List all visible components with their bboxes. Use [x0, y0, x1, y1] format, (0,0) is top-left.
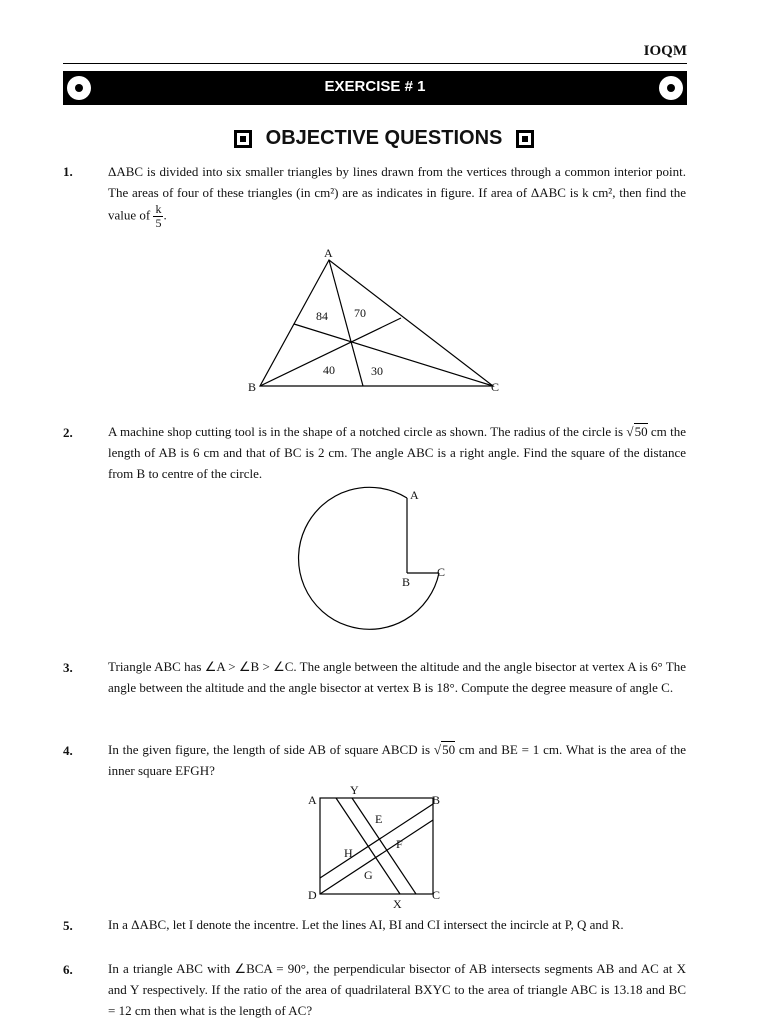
- question-1-text: ΔABC is divided into six smaller triangles by lines drawn from the vertices through a common interior point. The areas of four of these triangles (in cm²) are as indicates in figure. If area of ΔABC is k cm², then find the value of $\frac{k}{5}$ .: [108, 164, 686, 230]
- sqrt-value: 50: [634, 424, 648, 439]
- point-g-label: G: [364, 868, 373, 882]
- square-bullet-icon: [516, 130, 534, 148]
- point-y-label: Y: [350, 783, 359, 797]
- question-4-figure: [300, 780, 460, 910]
- point-f-label: F: [396, 837, 403, 851]
- question-number: 4.: [63, 743, 73, 758]
- question-number: 5.: [63, 918, 73, 933]
- question-1-figure: [240, 245, 520, 400]
- vertex-a-label: A: [324, 246, 333, 260]
- point-d-label: D: [308, 888, 317, 902]
- question-number: 1.: [63, 164, 73, 179]
- question-number: 6.: [63, 962, 73, 977]
- question-3-text: Triangle ABC has ∠A > ∠B > ∠C. The angle between the altitude and the angle bisector at vertex A is 6° The angle between the altitude and the angle bisector at vertex B is 18°. Compute the degree measure of angle C.: [108, 659, 686, 695]
- vertex-c-label: C: [491, 380, 500, 394]
- point-a-label: A: [410, 488, 419, 502]
- question-2-text: A machine shop cutting tool is in the shape of a notched circle as shown. The radius of the circle is √50 cm the length of AB is 6 cm and that of BC is 2 cm. The angle ABC is a right angle. Find the square of the distance from B to centre of the circle.: [108, 424, 687, 481]
- point-b-label: B: [402, 575, 411, 589]
- exercise-title: EXERCISE # 1: [324, 78, 426, 95]
- area-label: 70: [354, 306, 366, 320]
- question-5-text: In a ΔABC, let I denote the incentre. Let the lines AI, BI and CI intersect the incircle at P, Q and R.: [108, 917, 624, 932]
- point-e-label: E: [375, 812, 383, 826]
- question-number: 2.: [63, 425, 73, 440]
- point-c-label: C: [437, 565, 446, 579]
- question-4-text: In the given figure, the length of side AB of square ABCD is √50 cm and BE = 1 cm. What is the area of the inner square EFGH?: [108, 742, 687, 778]
- header-rule: [63, 63, 687, 64]
- area-label: 30: [371, 364, 383, 378]
- question-2-figure: [295, 485, 455, 635]
- vertex-b-label: B: [248, 380, 257, 394]
- point-x-label: X: [393, 897, 402, 910]
- section-title: OBJECTIVE QUESTIONS: [265, 127, 503, 149]
- point-c-label: C: [432, 888, 441, 902]
- header-tag: IOQM: [643, 43, 687, 59]
- sqrt-value: 50: [442, 742, 456, 757]
- question-6-text: In a triangle ABC with ∠BCA = 90°, the perpendicular bisector of AB intersects segments AB and AC at X and Y respectively. If the ratio of the area of quadrilateral BXYC to the area of triangle ABC is 13.18 and BC = 12 cm then what is the length of AC?: [108, 961, 686, 1018]
- area-label: 40: [323, 363, 335, 377]
- section-heading: [0, 127, 768, 150]
- point-b-label: B: [432, 793, 441, 807]
- square-bullet-icon: [234, 130, 252, 148]
- exercise-banner: [63, 71, 687, 105]
- question-1-body: ΔABC is divided into six smaller triangles by lines drawn from the vertices through a common interior point. The areas of four of these triangles (in cm²) are as indicates in figure. If area of ΔABC is k cm², then find the value of: [108, 164, 686, 223]
- notched-circle: [299, 487, 439, 629]
- banner-right-bullet-icon: [659, 76, 683, 100]
- point-h-label: H: [344, 846, 353, 860]
- area-label: 84: [316, 309, 328, 323]
- fraction: $\frac{k}{5}$: [155, 202, 162, 230]
- point-a-label: A: [308, 793, 317, 807]
- question-number: 3.: [63, 660, 73, 675]
